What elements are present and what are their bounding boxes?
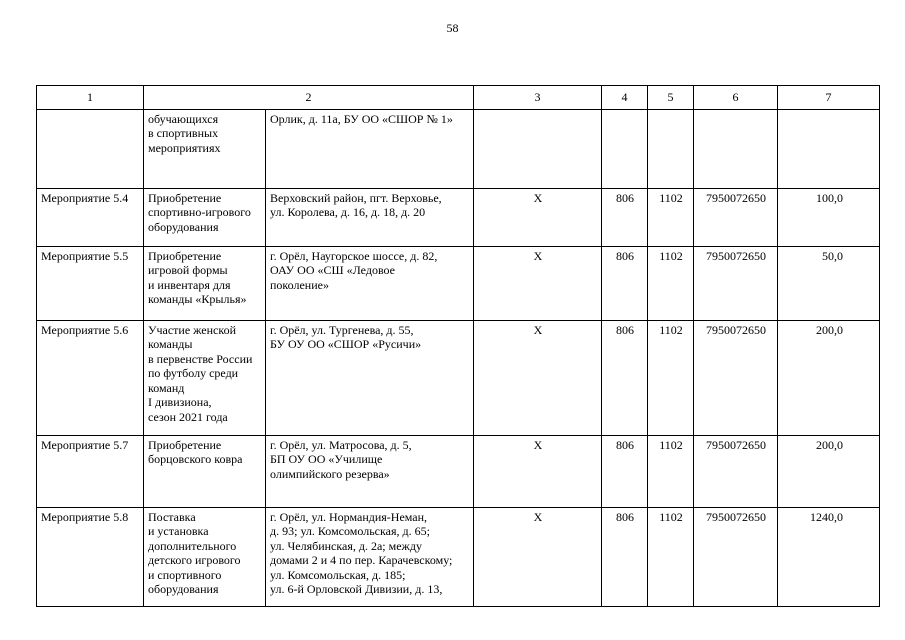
row-id-cell: Мероприятие 5.6 bbox=[37, 320, 144, 435]
header-cell-3: 3 bbox=[474, 86, 602, 110]
page-number: 58 bbox=[446, 21, 459, 35]
header-cell-2: 2 bbox=[144, 86, 474, 110]
table-row bbox=[37, 507, 880, 606]
row-col5-cell bbox=[648, 109, 694, 188]
row-col6-cell: 7950072650 bbox=[694, 320, 778, 435]
row-address-cell: г. Орёл, ул. Тургенева, д. 55, БУ ОУ ОО «СШОР «Русичи» bbox=[266, 320, 474, 435]
row-col5-cell: 1102 bbox=[648, 435, 694, 507]
header-cell-6: 6 bbox=[694, 86, 778, 110]
row-address-cell: Верховский район, пгт. Верховье, ул. Королева, д. 16, д. 18, д. 20 bbox=[266, 188, 474, 246]
row-id-cell bbox=[37, 109, 144, 188]
table-row bbox=[37, 109, 880, 188]
row-id-cell: Мероприятие 5.5 bbox=[37, 246, 144, 320]
row-col3-cell bbox=[474, 109, 602, 188]
header-cell-5: 5 bbox=[648, 86, 694, 110]
row-col3-cell: X bbox=[474, 507, 602, 606]
row-col6-cell: 7950072650 bbox=[694, 507, 778, 606]
table-header-row bbox=[37, 86, 880, 110]
row-col6-cell: 7950072650 bbox=[694, 246, 778, 320]
row-id-cell: Мероприятие 5.7 bbox=[37, 435, 144, 507]
row-address-cell: г. Орёл, ул. Матросова, д. 5, БП ОУ ОО «Училище олимпийского резерва» bbox=[266, 435, 474, 507]
row-col6-cell: 7950072650 bbox=[694, 188, 778, 246]
row-address-cell: г. Орёл, Наугорское шоссе, д. 82, ОАУ ОО «СШ «Ледовое поколение» bbox=[266, 246, 474, 320]
row-col3-cell: X bbox=[474, 435, 602, 507]
row-col4-cell: 806 bbox=[602, 507, 648, 606]
row-address-cell: г. Орёл, ул. Нормандия-Неман, д. 93; ул. Комсомольская, д. 65; ул. Челябинская, д. 2а; между домами 2 и 4 по пер. Карачевскому; ул. Комсомольская, д. 185; ул. 6-й Орловской Дивизии, д. 13, bbox=[266, 507, 474, 606]
row-col3-cell: X bbox=[474, 246, 602, 320]
row-description-cell: Приобретение спортивно-игрового оборудования bbox=[144, 188, 266, 246]
row-col3-cell: X bbox=[474, 188, 602, 246]
header-cell-4: 4 bbox=[602, 86, 648, 110]
row-col4-cell: 806 bbox=[602, 188, 648, 246]
table-row bbox=[37, 188, 880, 246]
header-cell-7: 7 bbox=[778, 86, 880, 110]
row-col7-cell bbox=[778, 109, 880, 188]
row-col7-cell: 200,0 bbox=[778, 435, 880, 507]
row-col4-cell bbox=[602, 109, 648, 188]
row-col7-cell: 50,0 bbox=[778, 246, 880, 320]
row-address-cell: Орлик, д. 11а, БУ ОО «СШОР № 1» bbox=[266, 109, 474, 188]
row-col5-cell: 1102 bbox=[648, 188, 694, 246]
row-col7-cell: 100,0 bbox=[778, 188, 880, 246]
row-description-cell: Участие женской команды в первенстве России по футболу среди команд I дивизиона, сезон 2021 года bbox=[144, 320, 266, 435]
row-col7-cell: 200,0 bbox=[778, 320, 880, 435]
row-description-cell: Приобретение борцовского ковра bbox=[144, 435, 266, 507]
row-col3-cell: X bbox=[474, 320, 602, 435]
table-row bbox=[37, 435, 880, 507]
row-col5-cell: 1102 bbox=[648, 246, 694, 320]
row-col4-cell: 806 bbox=[602, 246, 648, 320]
row-col6-cell: 7950072650 bbox=[694, 435, 778, 507]
row-description-cell: обучающихся в спортивных мероприятиях bbox=[144, 109, 266, 188]
row-col4-cell: 806 bbox=[602, 320, 648, 435]
row-col5-cell: 1102 bbox=[648, 320, 694, 435]
row-description-cell: Поставка и установка дополнительного детского игрового и спортивного оборудования bbox=[144, 507, 266, 606]
header-cell-1: 1 bbox=[37, 86, 144, 110]
row-col5-cell: 1102 bbox=[648, 507, 694, 606]
row-col6-cell bbox=[694, 109, 778, 188]
table-row bbox=[37, 246, 880, 320]
row-id-cell: Мероприятие 5.4 bbox=[37, 188, 144, 246]
table-row bbox=[37, 320, 880, 435]
row-id-cell: Мероприятие 5.8 bbox=[37, 507, 144, 606]
row-col4-cell: 806 bbox=[602, 435, 648, 507]
budget-table bbox=[36, 85, 880, 607]
row-col7-cell: 1240,0 bbox=[778, 507, 880, 606]
row-description-cell: Приобретение игровой формы и инвентаря для команды «Крылья» bbox=[144, 246, 266, 320]
